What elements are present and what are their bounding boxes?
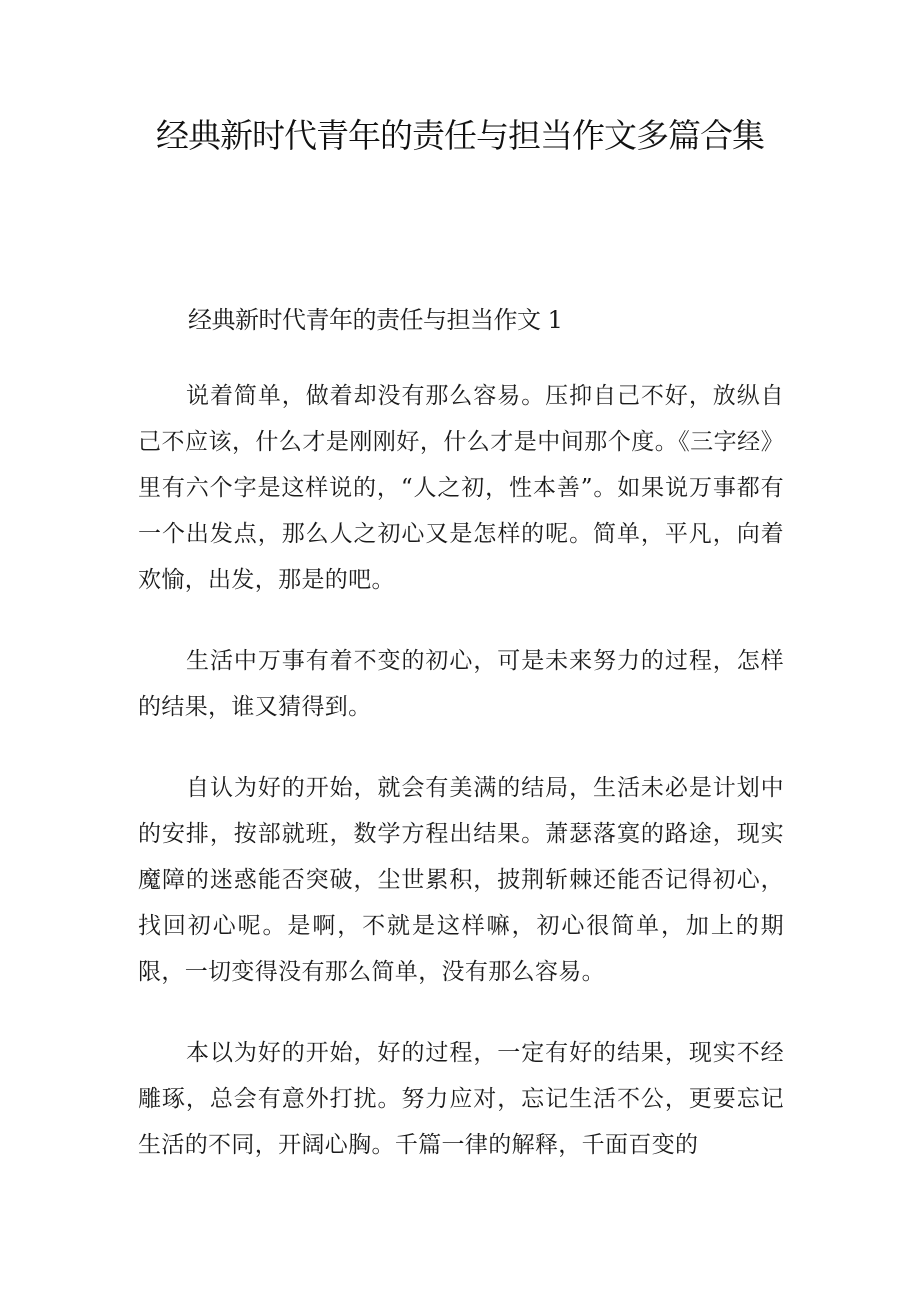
body-paragraph-4: 本以为好的开始，好的过程，一定有好的结果，现实不经雕琢，总会有意外打扰。努力应对，忘记生活不公，更要忘记生活的不同，开阔心胸。千篇一律的解释，千面百变的: [138, 1040, 784, 1158]
body-paragraph-3: 自认为好的开始，就会有美满的结局，生活未必是计划中的安排，按部就班，数学方程出结果。萧瑟落寞的路途，现实魔障的迷惑能否突破，尘世累积，披荆斩棘还能否记得初心，找回初心呢。是啊，不就是这样嘛，初心很简单，加上的期限，一切变得没有那么简单，没有那么容易。: [138, 775, 784, 985]
document-title: 经典新时代青年的责任与担当作文多篇合集: [156, 116, 764, 155]
body-paragraph-1: 说着简单，做着却没有那么容易。压抑自己不好，放纵自己不应该，什么才是刚刚好，什么才是中间那个度。《三字经》里有六个字是这样说的，“人之初，性本善”。如果说万事都有一个出发点，那么人之初心又是怎样的呢。简单，平凡，向着欢愉，出发，那是的吧。: [138, 383, 784, 593]
section-heading: 经典新时代青年的责任与担当作文 1: [188, 306, 563, 334]
body-paragraph-2: 生活中万事有着不变的初心，可是未来努力的过程，怎样的结果，谁又猜得到。: [138, 648, 784, 720]
